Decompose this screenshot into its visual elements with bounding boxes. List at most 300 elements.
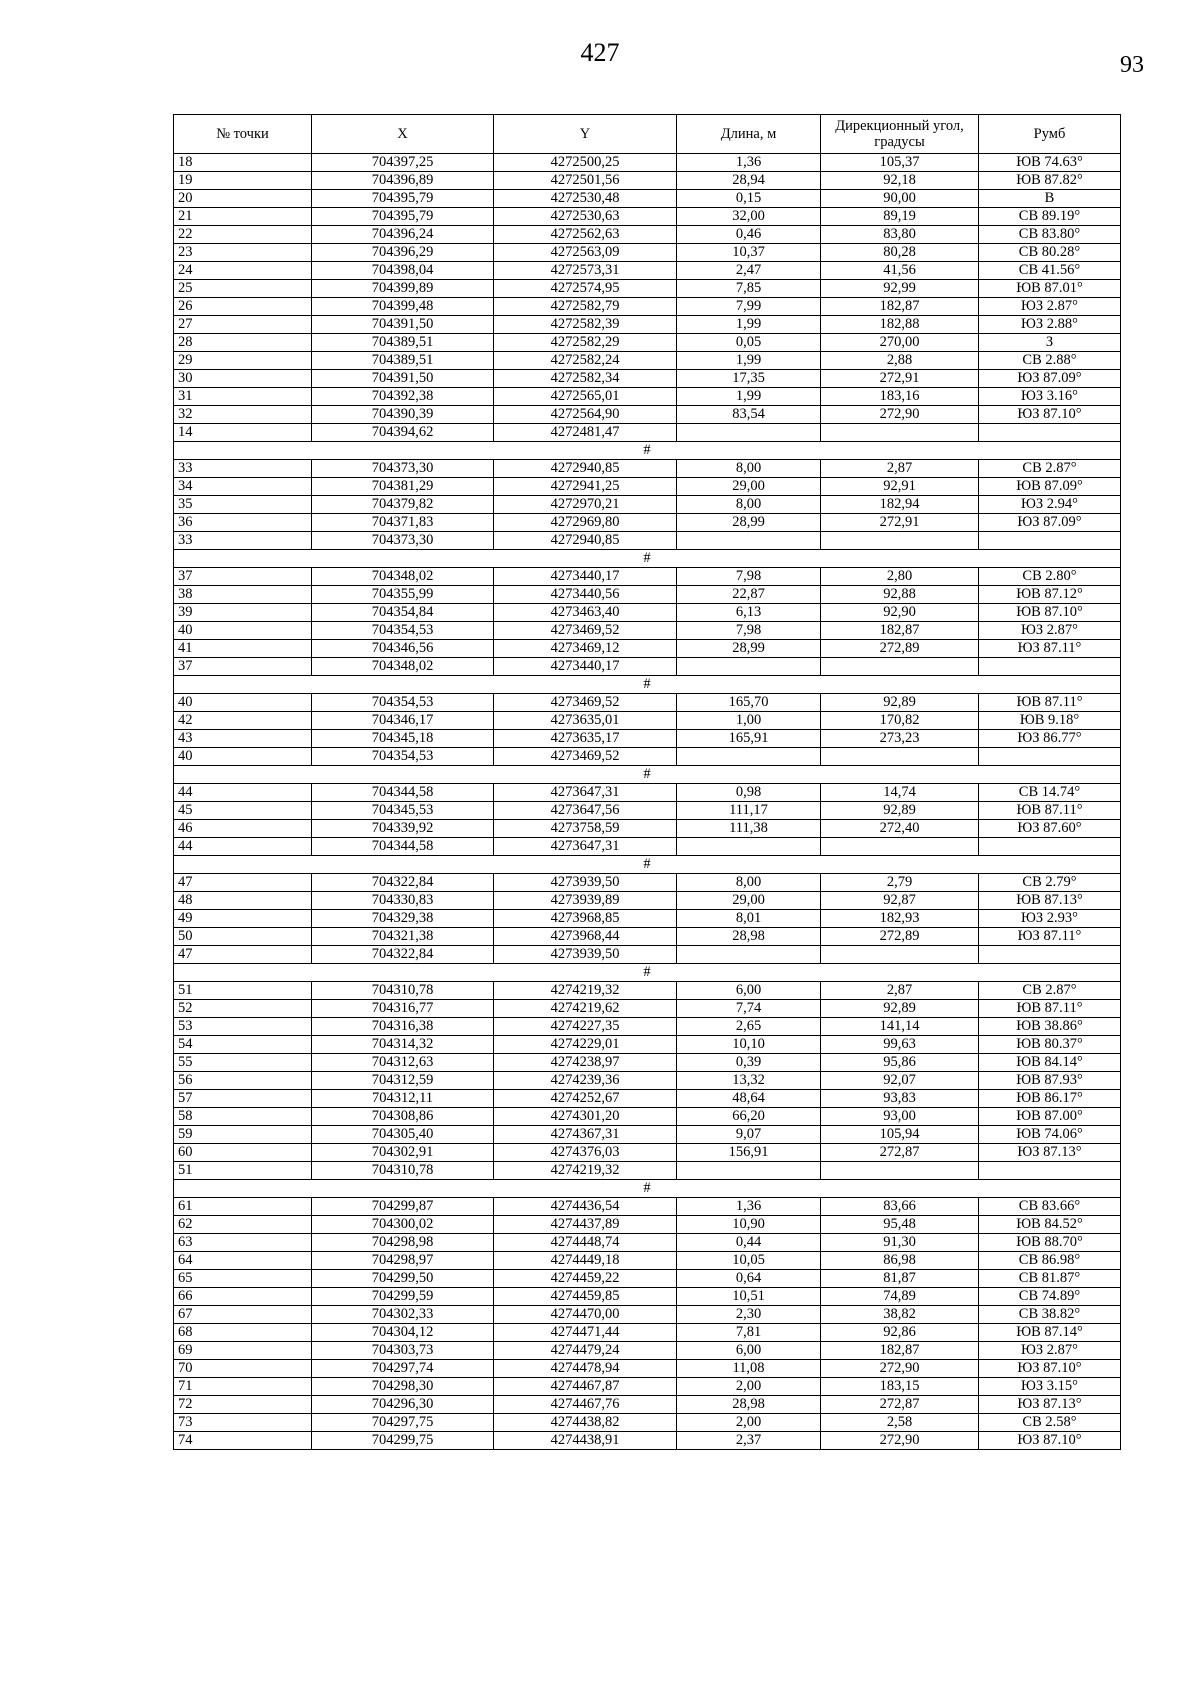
separator-row (174, 766, 1121, 784)
length-cell (677, 658, 821, 676)
bearing-cell: СВ 83.66° (979, 1198, 1121, 1216)
point-number-cell: 27 (174, 316, 312, 334)
point-number-cell: 51 (174, 1162, 312, 1180)
x-cell: 704354,53 (312, 622, 494, 640)
point-number-cell: 32 (174, 406, 312, 424)
y-cell: 4272500,25 (494, 154, 677, 172)
table-row (174, 496, 1121, 514)
header-point-number: № точки (174, 115, 312, 154)
bearing-cell: ЮЗ 87.09° (979, 514, 1121, 532)
y-cell: 4274229,01 (494, 1036, 677, 1054)
y-cell: 4274438,82 (494, 1414, 677, 1432)
angle-cell: 93,00 (821, 1108, 979, 1126)
bearing-cell: ЮЗ 87.11° (979, 640, 1121, 658)
x-cell: 704346,17 (312, 712, 494, 730)
x-cell: 704298,97 (312, 1252, 494, 1270)
table-row (174, 604, 1121, 622)
angle-cell: 95,86 (821, 1054, 979, 1072)
y-cell: 4274478,94 (494, 1360, 677, 1378)
bearing-cell: ЮЗ 87.10° (979, 1432, 1121, 1450)
table-body (174, 154, 1121, 1450)
table-row (174, 1252, 1121, 1270)
angle-cell: 83,66 (821, 1198, 979, 1216)
length-cell: 10,10 (677, 1036, 821, 1054)
length-cell: 28,99 (677, 640, 821, 658)
table-row (174, 154, 1121, 172)
bearing-cell: ЮЗ 87.10° (979, 1360, 1121, 1378)
table-row (174, 730, 1121, 748)
x-cell: 704354,53 (312, 748, 494, 766)
y-cell: 4272970,21 (494, 496, 677, 514)
point-number-cell: 55 (174, 1054, 312, 1072)
point-number-cell: 46 (174, 820, 312, 838)
angle-cell: 95,48 (821, 1216, 979, 1234)
y-cell: 4274479,24 (494, 1342, 677, 1360)
x-cell: 704303,73 (312, 1342, 494, 1360)
bearing-cell: ЮЗ 87.13° (979, 1144, 1121, 1162)
angle-cell: 272,91 (821, 514, 979, 532)
angle-cell: 2,87 (821, 460, 979, 478)
x-cell: 704300,02 (312, 1216, 494, 1234)
point-number-cell: 48 (174, 892, 312, 910)
y-cell: 4273440,17 (494, 568, 677, 586)
point-number-cell: 23 (174, 244, 312, 262)
point-number-cell: 64 (174, 1252, 312, 1270)
y-cell: 4272941,25 (494, 478, 677, 496)
point-number-cell: 51 (174, 982, 312, 1000)
separator-row (174, 1180, 1121, 1198)
bearing-cell: СВ 2.87° (979, 982, 1121, 1000)
angle-cell (821, 424, 979, 442)
bearing-cell: ЮВ 38.86° (979, 1018, 1121, 1036)
angle-cell: 91,30 (821, 1234, 979, 1252)
separator-cell: # (174, 964, 1121, 982)
x-cell: 704344,58 (312, 784, 494, 802)
length-cell: 28,94 (677, 172, 821, 190)
x-cell: 704346,56 (312, 640, 494, 658)
angle-cell: 74,89 (821, 1288, 979, 1306)
bearing-cell: ЮЗ 2.93° (979, 910, 1121, 928)
length-cell: 165,91 (677, 730, 821, 748)
angle-cell: 92,86 (821, 1324, 979, 1342)
bearing-cell: ЮЗ 3.15° (979, 1378, 1121, 1396)
table-row (174, 190, 1121, 208)
x-cell: 704395,79 (312, 208, 494, 226)
x-cell: 704312,11 (312, 1090, 494, 1108)
table-row (174, 1342, 1121, 1360)
x-cell: 704394,62 (312, 424, 494, 442)
table-row (174, 640, 1121, 658)
length-cell: 0,05 (677, 334, 821, 352)
table-row (174, 208, 1121, 226)
point-number-cell: 24 (174, 262, 312, 280)
angle-cell: 86,98 (821, 1252, 979, 1270)
x-cell: 704312,59 (312, 1072, 494, 1090)
table-row (174, 1198, 1121, 1216)
table-row (174, 946, 1121, 964)
bearing-cell: ЮВ 87.14° (979, 1324, 1121, 1342)
bearing-cell (979, 946, 1121, 964)
y-cell: 4273968,44 (494, 928, 677, 946)
bearing-cell: ЮЗ 87.09° (979, 370, 1121, 388)
x-cell: 704298,30 (312, 1378, 494, 1396)
table-row (174, 262, 1121, 280)
table-row (174, 568, 1121, 586)
x-cell: 704396,89 (312, 172, 494, 190)
y-cell: 4272969,80 (494, 514, 677, 532)
x-cell: 704299,59 (312, 1288, 494, 1306)
separator-row (174, 550, 1121, 568)
bearing-cell: СВ 2.88° (979, 352, 1121, 370)
bearing-cell: ЮЗ 2.87° (979, 1342, 1121, 1360)
point-number-cell: 71 (174, 1378, 312, 1396)
point-number-cell: 43 (174, 730, 312, 748)
angle-cell: 83,80 (821, 226, 979, 244)
bearing-cell (979, 658, 1121, 676)
angle-cell: 2,80 (821, 568, 979, 586)
y-cell: 4273635,01 (494, 712, 677, 730)
bearing-cell: ЮВ 74.06° (979, 1126, 1121, 1144)
point-number-cell: 44 (174, 838, 312, 856)
y-cell: 4272582,39 (494, 316, 677, 334)
y-cell: 4274219,32 (494, 982, 677, 1000)
separator-row (174, 676, 1121, 694)
angle-cell: 272,89 (821, 640, 979, 658)
x-cell: 704296,30 (312, 1396, 494, 1414)
x-cell: 704339,92 (312, 820, 494, 838)
length-cell: 6,13 (677, 604, 821, 622)
point-number-cell: 52 (174, 1000, 312, 1018)
length-cell: 29,00 (677, 478, 821, 496)
bearing-cell (979, 424, 1121, 442)
angle-cell (821, 1162, 979, 1180)
table-row (174, 1108, 1121, 1126)
x-cell: 704397,25 (312, 154, 494, 172)
x-cell: 704322,84 (312, 946, 494, 964)
table-row (174, 838, 1121, 856)
x-cell: 704304,12 (312, 1324, 494, 1342)
table-row (174, 406, 1121, 424)
point-number-cell: 31 (174, 388, 312, 406)
point-number-cell: 57 (174, 1090, 312, 1108)
angle-cell: 92,07 (821, 1072, 979, 1090)
x-cell: 704389,51 (312, 352, 494, 370)
table-row (174, 460, 1121, 478)
table-row (174, 1216, 1121, 1234)
y-cell: 4273469,52 (494, 622, 677, 640)
x-cell: 704310,78 (312, 982, 494, 1000)
angle-cell: 182,87 (821, 1342, 979, 1360)
page-number-top: 427 (580, 38, 620, 67)
y-cell: 4274467,76 (494, 1396, 677, 1414)
length-cell: 1,99 (677, 388, 821, 406)
x-cell: 704297,75 (312, 1414, 494, 1432)
length-cell: 6,00 (677, 1342, 821, 1360)
angle-cell: 183,15 (821, 1378, 979, 1396)
length-cell: 7,74 (677, 1000, 821, 1018)
header-y: Y (494, 115, 677, 154)
angle-cell: 272,90 (821, 406, 979, 424)
bearing-cell: ЮВ 87.82° (979, 172, 1121, 190)
y-cell: 4272530,63 (494, 208, 677, 226)
angle-cell: 105,37 (821, 154, 979, 172)
length-cell: 10,90 (677, 1216, 821, 1234)
y-cell: 4272573,31 (494, 262, 677, 280)
y-cell: 4273968,85 (494, 910, 677, 928)
x-cell: 704391,50 (312, 370, 494, 388)
separator-cell: # (174, 550, 1121, 568)
length-cell: 6,00 (677, 982, 821, 1000)
x-cell: 704354,84 (312, 604, 494, 622)
separator-cell: # (174, 442, 1121, 460)
angle-cell: 105,94 (821, 1126, 979, 1144)
y-cell: 4274252,67 (494, 1090, 677, 1108)
point-number-cell: 26 (174, 298, 312, 316)
header-length: Длина, м (677, 115, 821, 154)
point-number-cell: 20 (174, 190, 312, 208)
point-number-cell: 22 (174, 226, 312, 244)
x-cell: 704348,02 (312, 658, 494, 676)
x-cell: 704302,33 (312, 1306, 494, 1324)
point-number-cell: 39 (174, 604, 312, 622)
length-cell: 2,30 (677, 1306, 821, 1324)
table-row (174, 1270, 1121, 1288)
y-cell: 4273939,89 (494, 892, 677, 910)
point-number-cell: 34 (174, 478, 312, 496)
x-cell: 704308,86 (312, 1108, 494, 1126)
y-cell: 4272582,29 (494, 334, 677, 352)
x-cell: 704399,89 (312, 280, 494, 298)
point-number-cell: 37 (174, 658, 312, 676)
x-cell: 704299,75 (312, 1432, 494, 1450)
table-row (174, 658, 1121, 676)
length-cell: 10,05 (677, 1252, 821, 1270)
y-cell: 4274471,44 (494, 1324, 677, 1342)
bearing-cell: СВ 81.87° (979, 1270, 1121, 1288)
y-cell: 4274301,20 (494, 1108, 677, 1126)
table-row (174, 1414, 1121, 1432)
angle-cell: 92,99 (821, 280, 979, 298)
table-row (174, 514, 1121, 532)
x-cell: 704399,48 (312, 298, 494, 316)
length-cell: 165,70 (677, 694, 821, 712)
bearing-cell: СВ 14.74° (979, 784, 1121, 802)
y-cell: 4274376,03 (494, 1144, 677, 1162)
angle-cell: 182,87 (821, 622, 979, 640)
length-cell: 1,00 (677, 712, 821, 730)
bearing-cell: ЮВ 87.13° (979, 892, 1121, 910)
x-cell: 704297,74 (312, 1360, 494, 1378)
angle-cell: 273,23 (821, 730, 979, 748)
angle-cell (821, 838, 979, 856)
table-row (174, 370, 1121, 388)
y-cell: 4272501,56 (494, 172, 677, 190)
angle-cell: 141,14 (821, 1018, 979, 1036)
angle-cell: 81,87 (821, 1270, 979, 1288)
point-number-cell: 44 (174, 784, 312, 802)
y-cell: 4274238,97 (494, 1054, 677, 1072)
x-cell: 704396,29 (312, 244, 494, 262)
point-number-cell: 41 (174, 640, 312, 658)
angle-cell: 170,82 (821, 712, 979, 730)
x-cell: 704302,91 (312, 1144, 494, 1162)
bearing-cell: ЮВ 80.37° (979, 1036, 1121, 1054)
x-cell: 704391,50 (312, 316, 494, 334)
table-row (174, 478, 1121, 496)
point-number-cell: 58 (174, 1108, 312, 1126)
point-number-cell: 74 (174, 1432, 312, 1450)
point-number-cell: 68 (174, 1324, 312, 1342)
bearing-cell: ЮЗ 2.87° (979, 298, 1121, 316)
length-cell: 7,99 (677, 298, 821, 316)
length-cell: 2,00 (677, 1414, 821, 1432)
angle-cell: 38,82 (821, 1306, 979, 1324)
point-number-cell: 65 (174, 1270, 312, 1288)
y-cell: 4274449,18 (494, 1252, 677, 1270)
separator-cell: # (174, 856, 1121, 874)
bearing-cell (979, 532, 1121, 550)
y-cell: 4274367,31 (494, 1126, 677, 1144)
table-row (174, 1090, 1121, 1108)
point-number-cell: 28 (174, 334, 312, 352)
angle-cell: 80,28 (821, 244, 979, 262)
length-cell: 13,32 (677, 1072, 821, 1090)
x-cell: 704312,63 (312, 1054, 494, 1072)
angle-cell: 92,89 (821, 802, 979, 820)
x-cell: 704379,82 (312, 496, 494, 514)
table-row (174, 982, 1121, 1000)
table-row (174, 1378, 1121, 1396)
angle-cell: 182,94 (821, 496, 979, 514)
length-cell: 8,00 (677, 874, 821, 892)
table-row (174, 1144, 1121, 1162)
table-row (174, 586, 1121, 604)
point-number-cell: 73 (174, 1414, 312, 1432)
bearing-cell: ЮВ 87.93° (979, 1072, 1121, 1090)
bearing-cell: СВ 89.19° (979, 208, 1121, 226)
y-cell: 4273939,50 (494, 874, 677, 892)
bearing-cell: В (979, 190, 1121, 208)
bearing-cell: ЮЗ 87.13° (979, 1396, 1121, 1414)
angle-cell: 272,90 (821, 1432, 979, 1450)
point-number-cell: 19 (174, 172, 312, 190)
y-cell: 4272582,34 (494, 370, 677, 388)
y-cell: 4272582,24 (494, 352, 677, 370)
point-number-cell: 63 (174, 1234, 312, 1252)
length-cell: 7,85 (677, 280, 821, 298)
angle-cell: 89,19 (821, 208, 979, 226)
y-cell: 4274438,91 (494, 1432, 677, 1450)
table-row (174, 1396, 1121, 1414)
point-number-cell: 42 (174, 712, 312, 730)
table-row (174, 874, 1121, 892)
x-cell: 704316,77 (312, 1000, 494, 1018)
header-bearing: Румб (979, 115, 1121, 154)
y-cell: 4273463,40 (494, 604, 677, 622)
bearing-cell: ЮВ 86.17° (979, 1090, 1121, 1108)
point-number-cell: 70 (174, 1360, 312, 1378)
y-cell: 4272565,01 (494, 388, 677, 406)
length-cell: 0,44 (677, 1234, 821, 1252)
point-number-cell: 21 (174, 208, 312, 226)
table-row (174, 334, 1121, 352)
y-cell: 4273440,17 (494, 658, 677, 676)
bearing-cell: ЮВ 87.11° (979, 1000, 1121, 1018)
angle-cell (821, 748, 979, 766)
angle-cell: 2,58 (821, 1414, 979, 1432)
bearing-cell: ЮВ 87.00° (979, 1108, 1121, 1126)
length-cell: 28,99 (677, 514, 821, 532)
x-cell: 704395,79 (312, 190, 494, 208)
y-cell: 4273647,31 (494, 784, 677, 802)
y-cell: 4272940,85 (494, 460, 677, 478)
length-cell: 7,81 (677, 1324, 821, 1342)
length-cell: 32,00 (677, 208, 821, 226)
angle-cell: 41,56 (821, 262, 979, 280)
length-cell: 9,07 (677, 1126, 821, 1144)
angle-cell: 93,83 (821, 1090, 979, 1108)
angle-cell (821, 658, 979, 676)
point-number-cell: 54 (174, 1036, 312, 1054)
angle-cell: 272,90 (821, 1360, 979, 1378)
table-header-row (174, 115, 1121, 154)
y-cell: 4272563,09 (494, 244, 677, 262)
y-cell: 4274436,54 (494, 1198, 677, 1216)
angle-cell: 272,87 (821, 1144, 979, 1162)
y-cell: 4274227,35 (494, 1018, 677, 1036)
bearing-cell: СВ 38.82° (979, 1306, 1121, 1324)
x-cell: 704345,53 (312, 802, 494, 820)
x-cell: 704321,38 (312, 928, 494, 946)
length-cell (677, 1162, 821, 1180)
bearing-cell: СВ 2.79° (979, 874, 1121, 892)
table-row (174, 892, 1121, 910)
point-number-cell: 69 (174, 1342, 312, 1360)
coordinates-table (173, 114, 1121, 1450)
separator-cell: # (174, 1180, 1121, 1198)
x-cell: 704389,51 (312, 334, 494, 352)
y-cell: 4272574,95 (494, 280, 677, 298)
point-number-cell: 29 (174, 352, 312, 370)
point-number-cell: 47 (174, 874, 312, 892)
point-number-cell: 38 (174, 586, 312, 604)
point-number-cell: 30 (174, 370, 312, 388)
y-cell: 4272582,79 (494, 298, 677, 316)
angle-cell: 92,88 (821, 586, 979, 604)
table-row (174, 244, 1121, 262)
bearing-cell: ЮВ 74.63° (979, 154, 1121, 172)
length-cell: 0,39 (677, 1054, 821, 1072)
x-cell: 704398,04 (312, 262, 494, 280)
length-cell: 0,15 (677, 190, 821, 208)
bearing-cell: ЮЗ 2.87° (979, 622, 1121, 640)
x-cell: 704345,18 (312, 730, 494, 748)
length-cell: 111,17 (677, 802, 821, 820)
length-cell: 1,99 (677, 316, 821, 334)
point-number-cell: 49 (174, 910, 312, 928)
length-cell: 7,98 (677, 622, 821, 640)
point-number-cell: 67 (174, 1306, 312, 1324)
bearing-cell: ЮВ 84.14° (979, 1054, 1121, 1072)
point-number-cell: 53 (174, 1018, 312, 1036)
y-cell: 4274470,00 (494, 1306, 677, 1324)
table-row (174, 388, 1121, 406)
length-cell: 0,98 (677, 784, 821, 802)
length-cell: 156,91 (677, 1144, 821, 1162)
y-cell: 4273469,52 (494, 694, 677, 712)
angle-cell: 182,93 (821, 910, 979, 928)
point-number-cell: 56 (174, 1072, 312, 1090)
